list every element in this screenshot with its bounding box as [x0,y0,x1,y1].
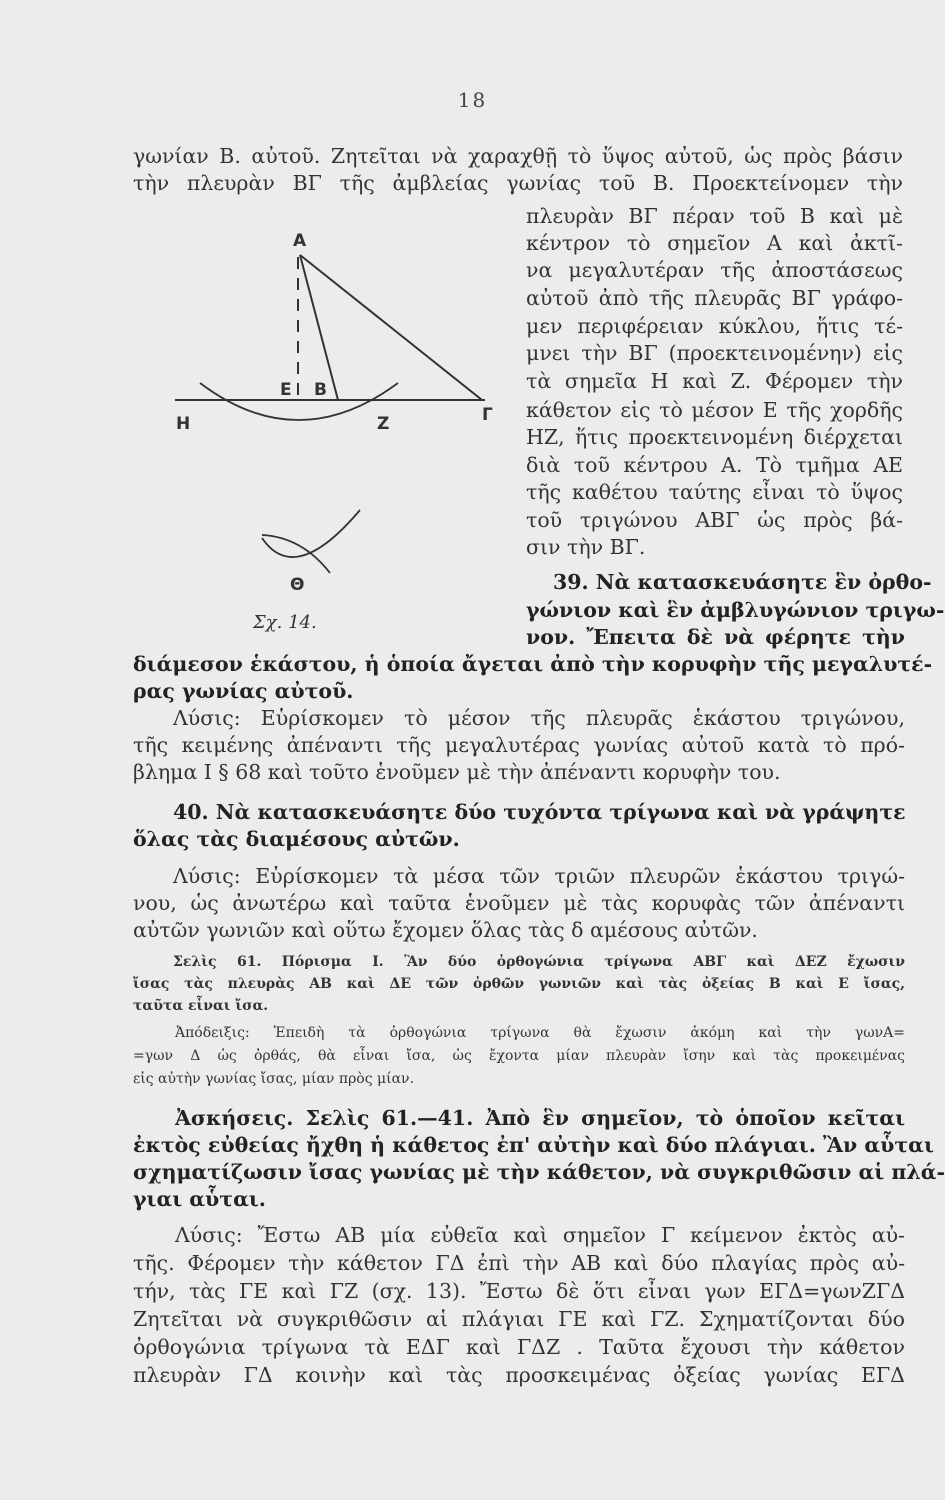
problem-40-line: ὅλας τὰς διαμέσους αὐτῶν. [133,827,460,851]
text-line: τοῦ τριγώνου ΑΒΓ ὡς πρὸς βά- [526,508,903,532]
exercise-41-line: ἐκτὸς εὐθείας ἤχθη ἡ κάθετος ἐπ' αὐτὴν καὶ δύο πλάγιαι. Ἂν αὗται [133,1133,934,1157]
solution-41-line: Λύσις: Ἔστω ΑΒ μία εὐθεῖα καὶ σημεῖον Γ κείμενον ἐκτὸς αὐ- [175,1223,905,1247]
solution-41-line: Ζητεῖται νὰ συγκριθῶσιν αἱ πλάγιαι ΓΕ καὶ ΓΖ. Σχηματίζονται δύο [133,1307,905,1331]
label-z: Ζ [377,414,390,434]
solution-39-line: βλημα Ι § 68 καὶ τοῦτο ἑνοῦμεν μὲ τὴν ἀπέναντι κορυφὴν του. [133,760,781,784]
solution-40-line: νου, ὡς ἀνωτέρω καὶ ταῦτα ἑνοῦμεν μὲ τὰς κορυφὰς τῶν ἀπέναντι [133,891,905,915]
text-line: να μεγαλυτέραν τῆς ἀποστάσεως [526,258,903,282]
problem-39-line: διάμεσον ἑκάστου, ἡ ὁποία ἄγεται ἀπὸ τὴν κορυφὴν τῆς μεγαλυτέ- [133,652,933,676]
solution-40-line: αὐτῶν γωνιῶν καὶ οὕτω ἔχομεν ὅλας τὰς δ αμέσους αὐτῶν. [133,918,758,942]
problem-39-line: γώνιον καὶ ἓν ἀμβλυγώνιον τριγω- [526,598,945,622]
label-e: Ε [280,380,292,400]
text-line: γωνίαν Β. αὐτοῦ. Ζητεῖται νὰ χαραχθῇ τὸ ὕψος αὐτοῦ, ὡς πρὸς βάσιν [133,144,903,168]
problem-39-line: ρας γωνίας αὐτοῦ. [133,679,354,703]
apodeixis-line: =γων Δ ὡς ὀρθάς, θὰ εἶναι ἴσα, ὡς ἔχοντα μίαν πλευρὰν ἴσην καὶ τὰς προκειμένας [133,1048,905,1064]
porisma-line: ἴσας τὰς πλευρὰς ΑΒ καὶ ΔΕ τῶν ὀρθῶν γωνιῶν καὶ τὰς ὀξείας Β καὶ Ε ἴσας, [133,976,905,992]
text-line: μνει τὴν ΒΓ (προεκτεινομένην) εἰς [526,341,903,365]
label-g: Γ [482,405,493,425]
apodeixis-line: εἰς αὐτὴν γωνίας ἴσας, μίαν πρὸς μίαν. [133,1071,415,1087]
exercise-41-line: γιαι αὗται. [133,1187,266,1211]
page-number: 18 [457,88,488,112]
text-line: κάθετον εἰς τὸ μέσον Ε τῆς χορδῆς [526,398,903,422]
solution-41-line: ὀρθογώνια τρίγωνα τὰ ΕΔΓ καὶ ΓΔΖ . Ταῦτα ἔχουσι τὴν κάθετον [133,1335,905,1359]
text-line: μεν περιφέρειαν κύκλου, ἥτις τέ- [526,314,903,338]
text-line: τῆς καθέτου ταύτης εἶναι τὸ ὕψος [526,480,903,504]
text-line: σιν τὴν ΒΓ. [526,535,646,559]
arc-theta-1 [262,510,360,557]
text-line: τὴν πλευρὰν ΒΓ τῆς ἀμβλείας γωνίας τοῦ Β. Προεκτείνομεν τὴν [133,171,903,195]
text-line: πλευρὰν ΒΓ πέραν τοῦ Β καὶ μὲ [526,204,903,228]
text-line: ΗΖ, ἥτις προεκτεινομένη διέρχεται [526,425,903,449]
exercise-41-line: Ἀσκήσεις. Σελὶς 61.—41. Ἀπὸ ἓν σημεῖον, τὸ ὁποῖον κεῖται [175,1106,905,1130]
exercise-41-line: σχηματίζωσιν ἴσας γωνίας μὲ τὴν κάθετον, νὰ συγκριθῶσιν αἱ πλά- [133,1160,945,1184]
solution-41-line: τήν, τὰς ΓΕ καὶ ΓΖ (σχ. 13). Ἔστω δὲ ὅτι εἶναι γων ΕΓΔ=γωνΖΓΔ [133,1279,905,1303]
label-b: Β [314,380,327,400]
label-theta: Θ [290,575,305,595]
text-line: τὰ σημεῖα Η καὶ Ζ. Φέρομεν τὴν [526,369,903,393]
solution-39-line: τῆς κειμένης ἀπέναντι τῆς μεγαλυτέρας γωνίας αὐτοῦ κατὰ τὸ πρό- [133,733,905,757]
text-line: κέντρον τὸ σημεῖον Α καὶ ἀκτῖ- [526,231,903,255]
side-ag [300,255,482,400]
porisma-line: Σελὶς 61. Πόρισμα Ι. Ἂν δύο ὀρθογώνια τρίγωνα ΑΒΓ καὶ ΔΕΖ ἔχωσιν [173,954,905,970]
solution-40-line: Λύσις: Εὑρίσκομεν τὰ μέσα τῶν τριῶν πλευρῶν ἑκάστου τριγώ- [173,864,905,888]
arc-theta-2 [262,535,330,573]
text-line: αὐτοῦ ἀπὸ τῆς πλευρᾶς ΒΓ γράφο- [526,286,903,310]
solution-41-line: τῆς. Φέρομεν τὴν κάθετον ΓΔ ἐπὶ τὴν ΑΒ καὶ δύο πλαγίας πρὸς αὐ- [133,1251,905,1275]
text-line: διὰ τοῦ κέντρου Α. Τὸ τμῆμα ΑΕ [526,453,903,477]
label-h: Η [176,414,191,434]
porisma-line: ταῦτα εἶναι ἴσα. [133,998,269,1014]
side-ab [300,255,338,400]
solution-41-line: πλευρὰν ΓΔ κοινὴν καὶ τὰς προσκειμένας ὀξείας γωνίας ΕΓΔ [133,1363,905,1387]
label-a: Α [293,231,307,251]
problem-40-line: 40. Νὰ κατασκευάσητε δύο τυχόντα τρίγωνα καὶ νὰ γράψητε [173,800,906,824]
figure-caption: Σχ. 14. [253,612,317,633]
problem-39-line: νον. Ἔπειτα δὲ νὰ φέρητε τὴν [526,625,905,649]
apodeixis-line: Ἀπόδειξις: Ἐπειδὴ τὰ ὀρθογώνια τρίγωνα θὰ ἔχωσιν ἀκόμη καὶ τὴν γωνΑ= [175,1025,905,1041]
solution-39-line: Λύσις: Εὑρίσκομεν τὸ μέσον τῆς πλευρᾶς ἑκάστου τριγώνου, [173,706,905,730]
figure-14 [120,225,520,635]
problem-39-line: 39. Νὰ κατασκευάσητε ἓν ὀρθο- [553,570,932,594]
